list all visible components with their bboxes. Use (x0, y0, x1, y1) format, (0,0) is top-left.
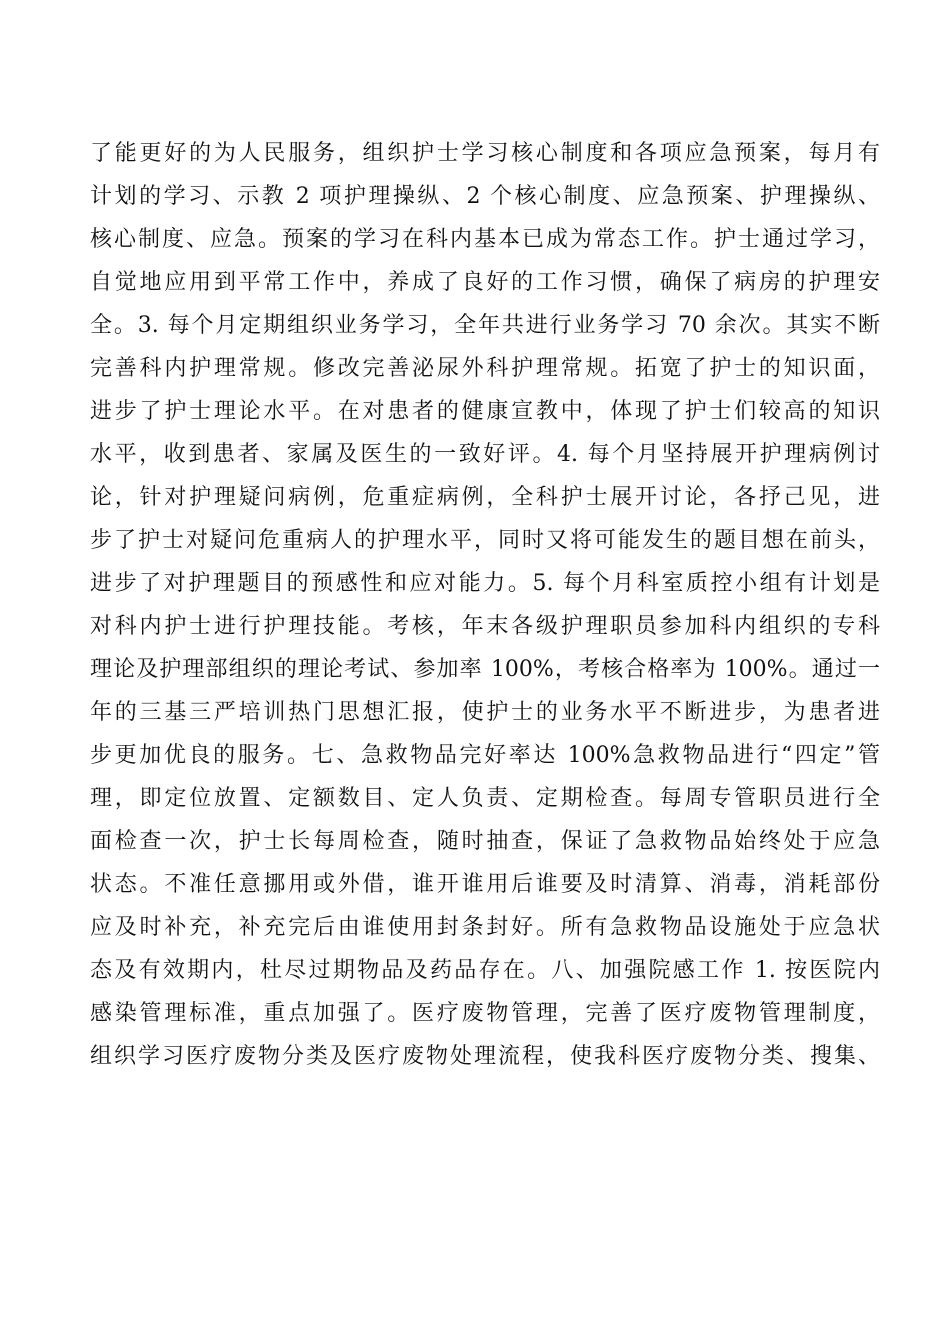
text-line: 全。3. 每个月定期组织业务学习，全年共进行业务学习 70 余次。其实不断 (90, 313, 880, 338)
text-line: 理论及护理部组织的理论考试、参加率 100%，考核合格率为 100%。通过一 (90, 657, 880, 682)
text-line: 进步了护士理论水平。在对患者的健康宣教中，体现了护士们较高的知识 (90, 399, 880, 424)
text-line: 应及时补充，补充完后由谁使用封条封好。所有急救物品设施处于应急状 (90, 915, 880, 940)
text-line: 年的三基三严培训热门思想汇报，使护士的业务水平不断进步，为患者进 (90, 700, 880, 725)
text-line: 对科内护士进行护理技能。考核，年末各级护理职员参加科内组织的专科 (90, 614, 880, 639)
text-line: 状态。不准任意挪用或外借，谁开谁用后谁要及时清算、消毒，消耗部份 (90, 872, 880, 897)
text-line: 完善科内护理常规。修改完善泌尿外科护理常规。拓宽了护士的知识面， (90, 356, 880, 381)
text-line: 面检查一次，护士长每周检查，随时抽查，保证了急救物品始终处于应急 (90, 829, 880, 854)
text-line: 计划的学习、示教 2 项护理操纵、2 个核心制度、应急预案、护理操纵、 (90, 184, 880, 209)
text-line: 步了护士对疑问危重病人的护理水平，同时又将可能发生的题目想在前头， (90, 528, 880, 553)
text-line: 组织学习医疗废物分类及医疗废物处理流程，使我科医疗废物分类、搜集、 (90, 1044, 880, 1069)
text-line: 了能更好的为人民服务，组织护士学习核心制度和各项应急预案，每月有 (90, 141, 880, 166)
text-line: 自觉地应用到平常工作中，养成了良好的工作习惯，确保了病房的护理安 (90, 270, 880, 295)
body-text (90, 132, 880, 1078)
text-line: 理，即定位放置、定额数目、定人负责、定期检查。每周专管职员进行全 (90, 786, 880, 811)
text-line: 感染管理标准，重点加强了。医疗废物管理，完善了医疗废物管理制度， (90, 1001, 880, 1026)
text-line: 态及有效期内，杜尽过期物品及药品存在。八、加强院感工作 1. 按医院内 (90, 958, 880, 983)
text-line: 核心制度、应急。预案的学习在科内基本已成为常态工作。护士通过学习， (90, 227, 880, 252)
text-line: 水平，收到患者、家属及医生的一致好评。4. 每个月坚持展开护理病例讨 (90, 442, 880, 467)
text-line: 论，针对护理疑问病例，危重症病例，全科护士展开讨论，各抒己见，进 (90, 485, 880, 510)
text-line: 步更加优良的服务。七、急救物品完好率达 100%急救物品进行“四定”管 (90, 743, 880, 768)
text-line: 进步了对护理题目的预感性和应对能力。5. 每个月科室质控小组有计划是 (90, 571, 880, 596)
